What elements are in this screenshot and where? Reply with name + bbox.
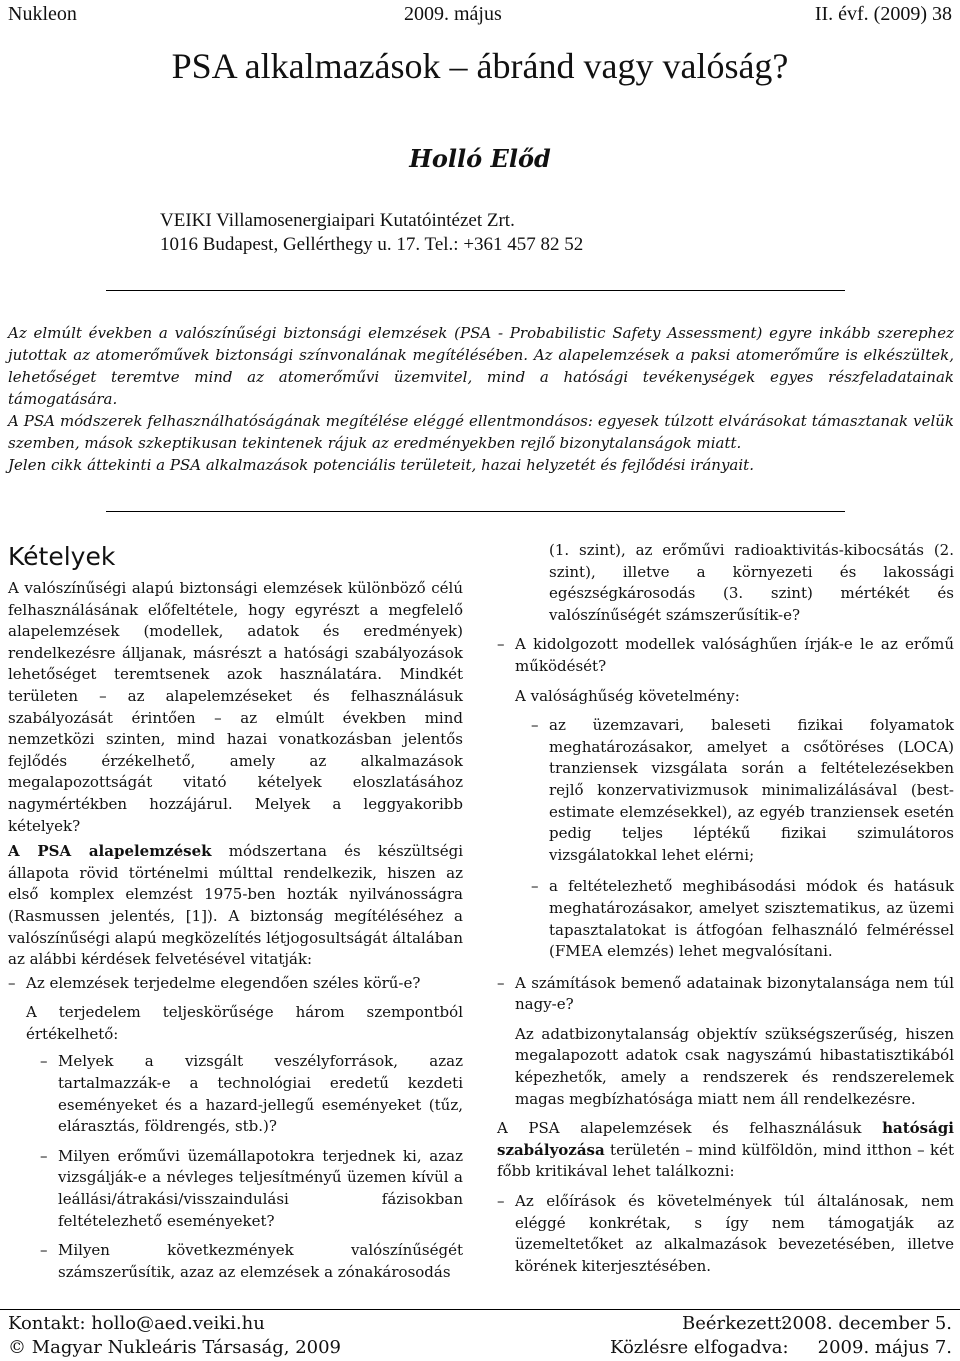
dash-marker: – <box>40 1146 48 1165</box>
divider-top <box>106 290 845 291</box>
divider-bottom <box>106 511 845 512</box>
abstract-para-1: Az elmúlt években a valószínűségi biztonsági elemzések (PSA - Probabilistic Safety Assessment) egyre inkább szerephez jutottak az atomerőművek biztonsági színvonalának megítélésében. Az alapelemzések a paksi atomerőműre is elkészültek, lehetőséget teremtve mind az atomerőművi üzemvitel, mind a hatósági tevékenységek egyes részfeladatainak támogatására. <box>8 324 954 408</box>
list-item <box>497 715 954 866</box>
bold-term-regulation: hatósági szabályozása <box>497 1119 954 1159</box>
question-4-text: Az előírások és követelmények túl általánosak, nem eléggé konkrétak, s így nem támogatják az üzemeltetőket az alkalmazások bevezetésében, illetve körének kiterjesztésében. <box>515 1192 954 1275</box>
section-heading: Kételyek <box>8 542 116 571</box>
dash-marker: – <box>531 877 539 896</box>
footer-contact: Kontakt: hollo@aed.veiki.hu <box>8 1313 265 1334</box>
list-item <box>8 1051 463 1137</box>
bold-term-psa: A PSA alapelemzések <box>8 842 212 861</box>
author-name: Holló Előd <box>409 144 551 173</box>
abstract-para-3: Jelen cikk áttekinti a PSA alkalmazások potenciális területeit, hazai helyzetét és fejlődési irányait. <box>8 456 754 474</box>
dash-marker: – <box>497 973 505 992</box>
left-para-1: A valószínűségi alapú biztonsági elemzések különböző célú felhasználásának előfeltétele, hogy egyrészt a megfelelő alapelemzések (modellek, adatok és eredmények) rendelkezésre álljanak, másrészt a hatósági szabályozások lehetőséget teremtsenek azok használatára. Mindkét területen – az alapelemzéseket és felhasználásuk szabályozását érintően – az elmúlt években mind nemzetközi szinten, mind hazai vonatkozásban jelentős fejlődés érzékelhető, amely az alkalmazások megalapozottságát vitató kételyek eloszlatásához nagymértékben hozzájárul. Melyek a leggyakoribb kételyek? <box>8 579 463 835</box>
accepted-date: 2009. május 7. <box>817 1337 952 1358</box>
question-1 <box>8 973 463 995</box>
dash-marker: – <box>497 635 505 654</box>
dash-marker: – <box>8 973 16 992</box>
question-3-sub: Az adatbizonytalanság objektív szükségszerűség, hiszen megalapozott adatok csak nagyszámú hibastatisztikából képezhetők, amely a rendszerek és rendszerelemek magas megbízhatósága miatt nem áll rendelkezésre. <box>515 1024 954 1108</box>
footer-copyright: © Magyar Nukleáris Társaság, 2009 <box>8 1337 341 1358</box>
question-4 <box>497 1191 954 1277</box>
dash-marker: – <box>40 1241 48 1260</box>
list-item <box>8 1146 463 1232</box>
question-3-text: A számítások bemenő adatainak bizonytalansága nem túl nagy-e? <box>515 973 954 1014</box>
list-item-text: a feltételezhető meghibásodási módok és hatásuk meghatározásakor, amelyet szisztematikus, az üzemi tapasztalatokat is átfogóan felhasználó felméréssel (FMEA elemzés) lehet megvalósítani. <box>549 877 954 961</box>
abstract-para-2: A PSA módszerek felhasználhatóságának megítélése eléggé ellentmondásos: egyesek túlzott elvárásokat támasztanak velük szemben, mások szkeptikusan tekintenek rájuk az eredményekben rejlő bizonytalanságok miatt. <box>8 412 954 452</box>
question-1-sub: A terjedelem teljeskörűsége három szempontból értékelhető: <box>26 1003 463 1043</box>
regulation-text-a: A PSA alapelemzések és felhasználásuk <box>497 1119 883 1138</box>
regulation-text-b: területén – mind külföldön, mind itthon – két főbb kritikával lehet találkozni: <box>497 1140 954 1181</box>
left-para-2-text: módszertana és készültségi állapota rövid történelmi múlttal rendelkezik, hiszen az első komplex elemzést 1975-ben hozták nyilvánosságra (Rasmussen jelentés, [1]). A biztonság megítéléséhez a valószínűségi alapú megközelítés létjogosultságát általában az alábbi kérdések felvetésével vitatják: <box>8 842 464 969</box>
volume-info: II. évf. (2009) 38 <box>814 3 952 25</box>
question-2 <box>497 634 954 677</box>
list-item <box>8 1240 463 1283</box>
affiliation-address: 1016 Budapest, Gellérthegy u. 17. Tel.: +361 457 82 52 <box>160 234 584 255</box>
received-date: 2008. december 5. <box>781 1313 952 1334</box>
right-para-regulation <box>497 1118 954 1183</box>
issue-date: 2009. május <box>404 3 502 25</box>
footer-rule <box>0 1309 960 1310</box>
journal-name: Nukleon <box>8 3 77 25</box>
right-cont: (1. szint), az erőművi radioaktivitás-kibocsátás (2. szint), illetve a környezeti és lakossági egészségkárosodás (3. szint) mértékét és valószínűségét számszerűsítik-e? <box>549 541 954 624</box>
list-item <box>497 876 954 962</box>
left-para-2 <box>8 841 463 971</box>
left-column <box>8 542 463 1283</box>
affiliation-org: VEIKI Villamosenergiaipari Kutatóintézet Zrt. <box>160 210 515 231</box>
dash-marker: – <box>531 716 539 735</box>
list-item-text: Milyen erőművi üzemállapotokra terjednek ki, azaz vizsgálják-e a névleges teljesítményű üzemen kívül a leállási/átrakási/visszaindulási fázisokban feltételezhető eseményeket? <box>58 1146 463 1230</box>
right-column <box>497 540 954 1277</box>
list-item-text: Milyen következmények valószínűségét számszerűsítik, azaz az elemzések a zónakárosodás <box>58 1241 463 1281</box>
accepted-label: Közlésre elfogadva: <box>610 1337 789 1358</box>
list-item-text: az üzemzavari, baleseti fizikai folyamatok meghatározásakor, amelyet a csőtöréses (LOCA) tranziensek vizsgálata során a feltételezésekben rejlő konzervativizmusok minimalizálásával (best-estimate elemzésekkel), az egyéb tranziensek esetén pedig teljes léptékű fizikai szimulátoros vizsgálatokkal lehet elérni; <box>549 716 954 864</box>
question-2-text: A kidolgozott modellek valósághűen írják-e le az erőmű működését? <box>515 635 954 675</box>
question-2-sub: A valósághűség követelmény: <box>515 686 740 705</box>
received-label: Beérkezett: <box>682 1313 788 1334</box>
list-item-text: Melyek a vizsgált veszélyforrások, azaz tartalmazzák-e a technológiai eredetű kezdeti eseményeket és a hazard-jellegű eseményeket (tűz, elárasztás, földrengés, stb.)? <box>58 1052 463 1136</box>
dash-marker: – <box>497 1192 505 1211</box>
paper-title: PSA alkalmazások – ábránd vagy valóság? <box>171 46 789 86</box>
dash-marker: – <box>40 1052 48 1071</box>
question-3 <box>497 973 954 1016</box>
question-1-text: Az elemzések terjedelme elegendően széles körű-e? <box>26 973 421 992</box>
abstract <box>8 322 954 476</box>
